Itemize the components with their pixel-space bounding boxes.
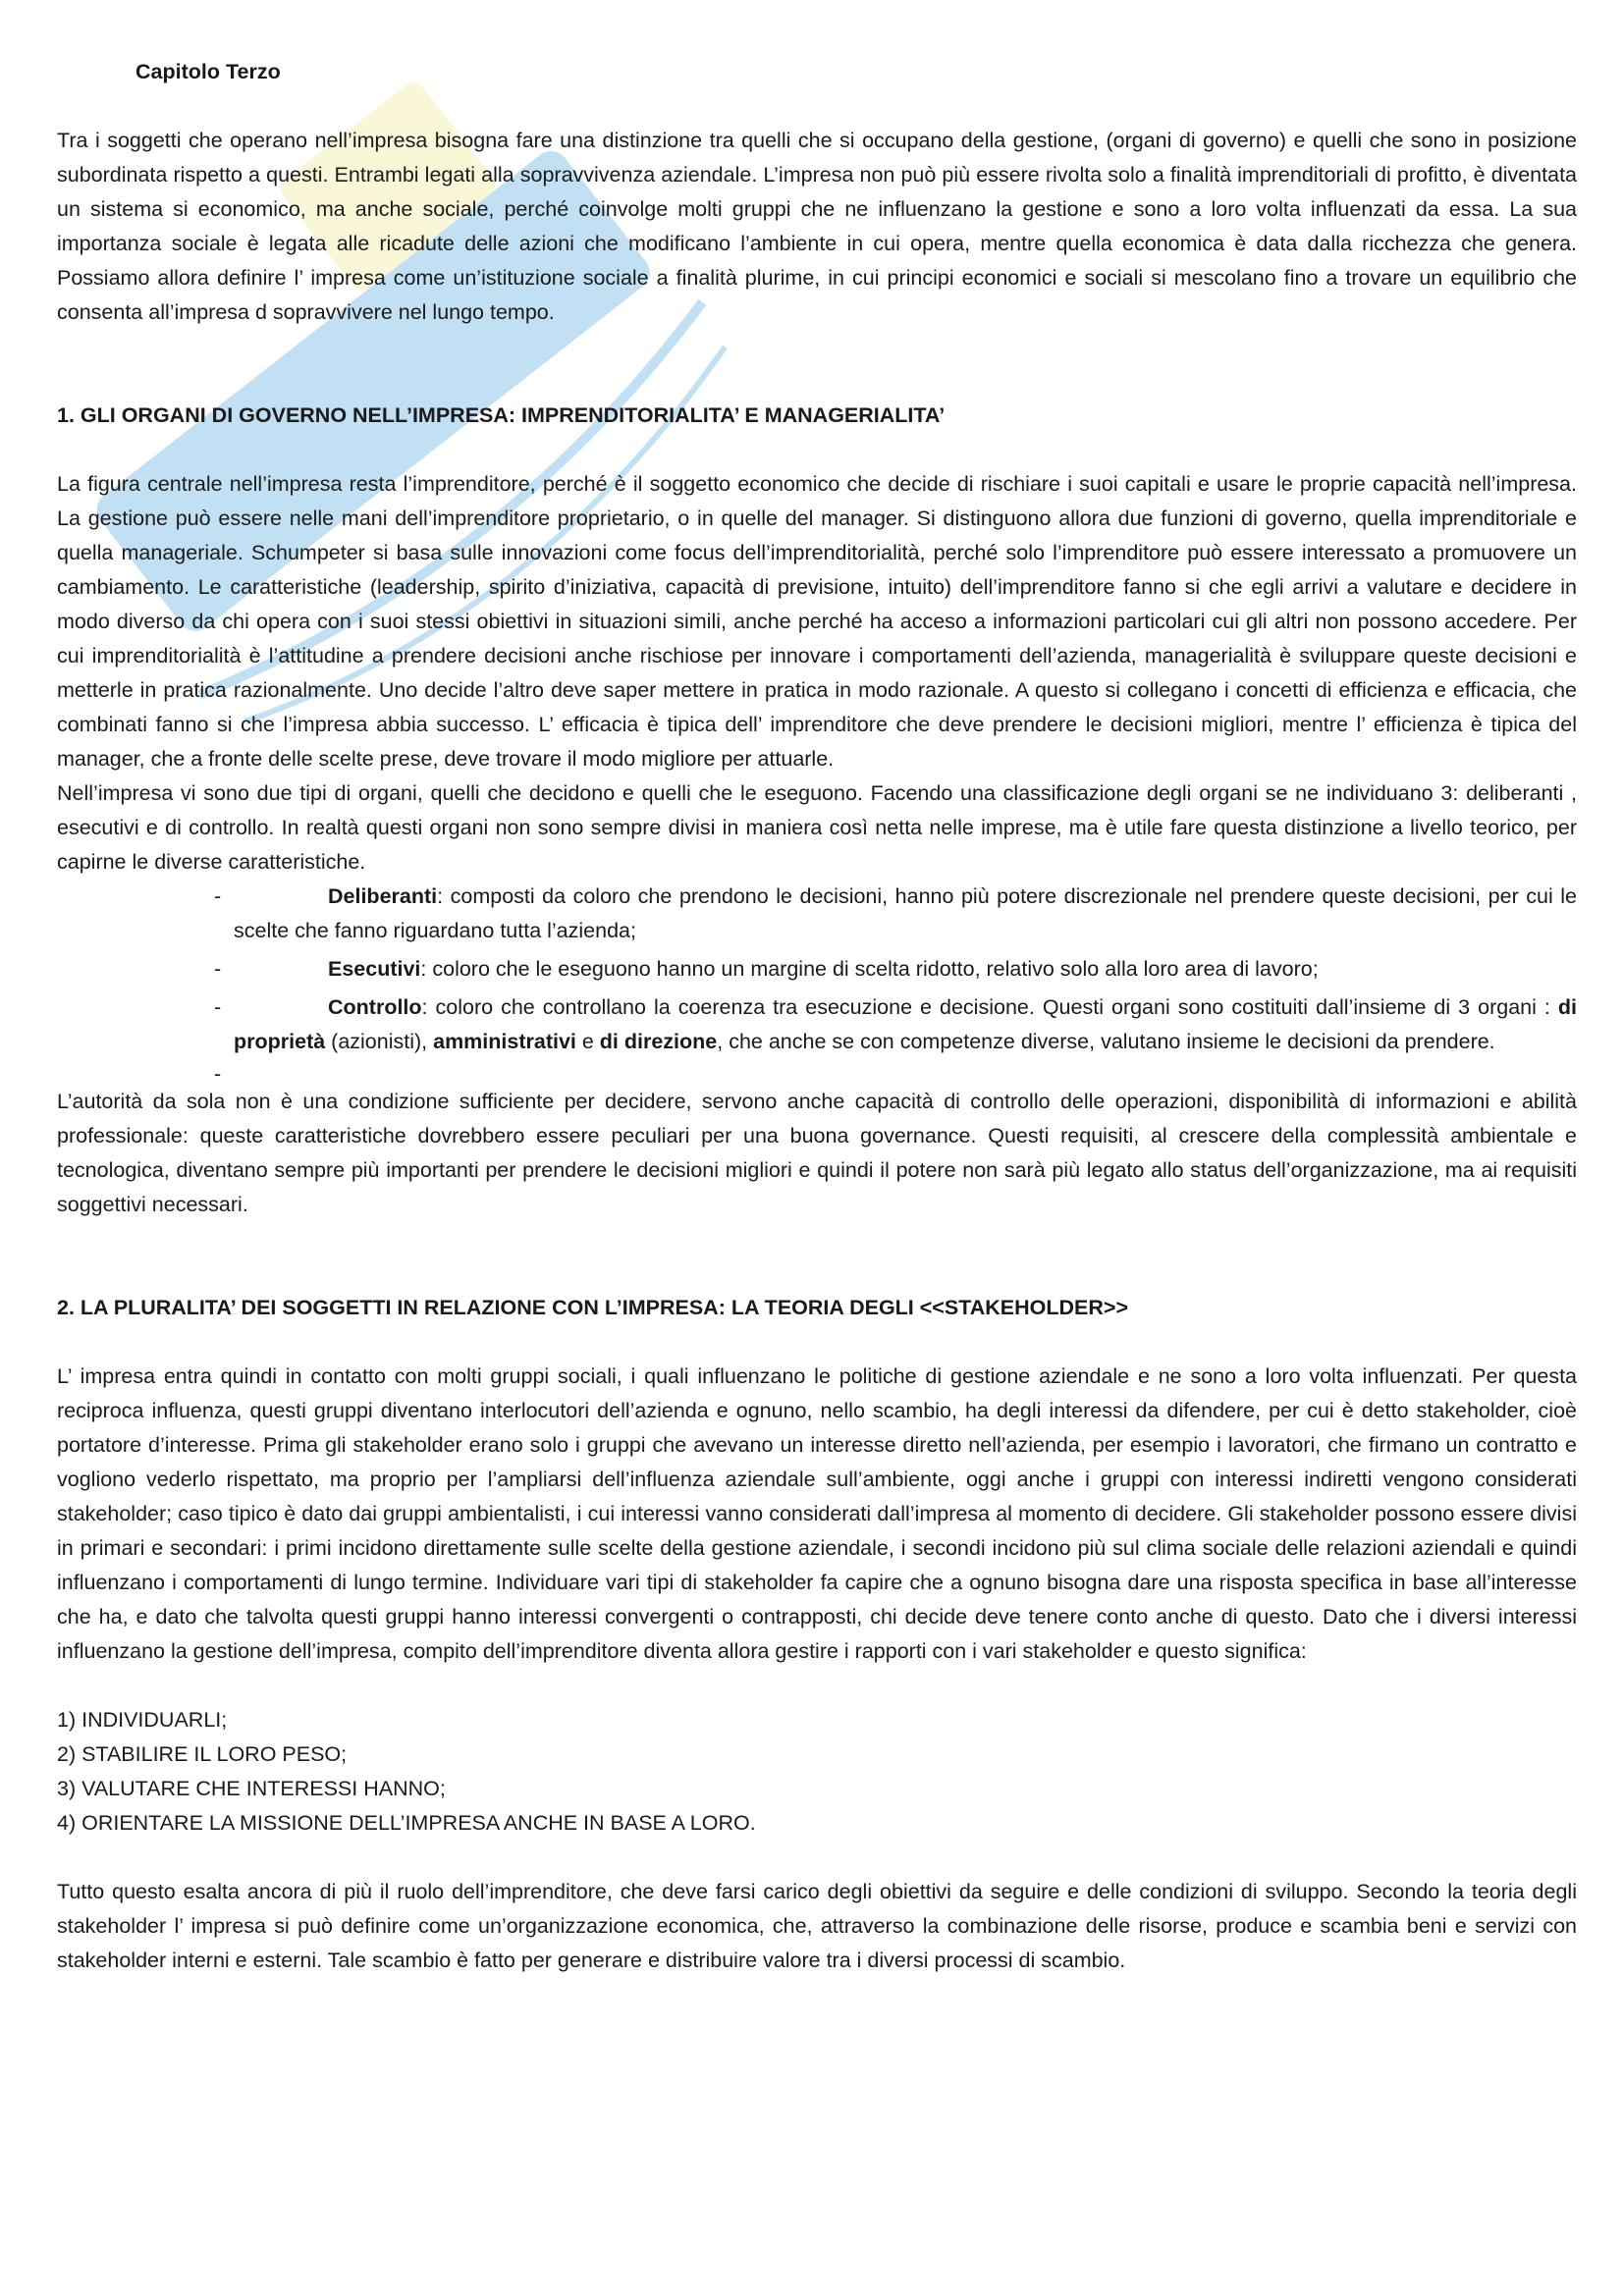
text-deliberanti: : composti da coloro che prendono le decisioni, hanno più potere discrezionale nel prendere queste decisioni, per cui le scelte che fanno riguardano tutta l’azienda; xyxy=(234,884,1577,942)
section-1-paragraph-3: L’autorità da sola non è una condizione sufficiente per decidere, servono anche capacità di controllo delle operazioni, disponibilità di informazioni e abilità professionale: queste caratteristiche dovrebbero essere peculiari per una buona governance. Questi requisiti, al crescere della complessità ambientale e tecnologica, diventano sempre più importanti per prendere le decisioni migliori e quindi il potere non sarà più legato allo status dell’organizzazione, ma ai requisiti soggettivi necessari. xyxy=(57,1090,1577,1216)
text-controllo-a: : coloro che controllano la coerenza tra esecuzione e decisione. Questi organi sono costituiti dall’insieme di 3 organi : xyxy=(421,995,1558,1019)
section-2-paragraph-2: Tutto questo esalta ancora di più il ruolo dell’imprenditore, che deve farsi carico degli obiettivi da seguire e delle condizioni di sviluppo. Secondo la teoria degli stakeholder l’ impresa si può definire come un’organizzazione economica, che, attraverso la combinazione delle risorse, produce e scambia beni e servizi con stakeholder interni e esterni. Tale scambio è fatto per generare e distribuire valore tra i diversi processi di scambio. xyxy=(57,1880,1577,1972)
text-controllo-b: (azionisti), xyxy=(325,1030,434,1053)
list-dash: - xyxy=(214,884,222,908)
section-1-title: 1. GLI ORGANI DI GOVERNO NELL’IMPRESA: IMPRENDITORIALITA’ E MANAGERIALITA’ xyxy=(57,403,946,427)
trailing-dash: - xyxy=(214,1062,222,1086)
label-deliberanti: Deliberanti xyxy=(328,884,438,908)
list-item-deliberanti xyxy=(214,880,1577,948)
list-item: 4) ORIENTARE LA MISSIONE DELL’IMPRESA ANCHE IN BASE A LORO. xyxy=(57,1811,756,1835)
chapter-title: Capitolo Terzo xyxy=(135,60,281,83)
text-controllo-d: , che anche se con competenze diverse, valutano insieme le decisioni da prendere. xyxy=(717,1030,1495,1053)
bold-amministrativi: amministrativi xyxy=(433,1030,576,1053)
text-esecutivi: : coloro che le eseguono hanno un margine di scelta ridotto, relativo solo alla loro area di lavoro; xyxy=(420,957,1319,981)
list-dash: - xyxy=(214,957,222,981)
list-item: 1) INDIVIDUARLI; xyxy=(57,1708,228,1732)
list-item-esecutivi xyxy=(214,952,1577,987)
organs-list xyxy=(57,880,1577,1059)
section-2-paragraph-1: L’ impresa entra quindi in contatto con molti gruppi sociali, i quali influenzano le politiche di gestione aziendale e ne sono a loro volta influenzati. Per questa reciproca influenza, questi gruppi diventano interlocutori dell’azienda e ognuno, nello scambio, ha degli interessi da difendere, per cui è detto stakeholder, cioè portatore d’interesse. Prima gli stakeholder erano solo i gruppi che avevano un interesse diretto nell’azienda, per esempio i lavoratori, che firmano un contratto e vogliono vederlo rispettato, ma proprio per l’ampliarsi dell’influenza aziendale sull’ambiente, oggi anche i gruppi con interessi indiretti vengono considerati stakeholder; caso tipico è dato dai gruppi ambientalisti, i cui interessi vanno considerati dall’impresa al momento di decidere. Gli stakeholder possono essere divisi in primari e secondari: i primi incidono direttamente sulle scelte della gestione aziendale, i secondi incidono più sul clima sociale delle relazioni aziendali e quindi influenzano i comportamenti di lungo termine. Individuare vari tipi di stakeholder fa capire che a ognuno bisogna dare una risposta specifica in base all’interesse che ha, e dato che talvolta questi gruppi hanno interessi convergenti o contrapposti, chi decide deve tenere conto anche di questo. Dato che i diversi interessi influenzano la gestione dell’impresa, compito dell’imprenditore diventa allora gestire i rapporti con i vari stakeholder e questo significa: xyxy=(57,1364,1577,1663)
section-1-paragraph-2: Nell’impresa vi sono due tipi di organi, quelli che decidono e quelli che le eseguono. Facendo una classificazione degli organi se ne individuano 3: deliberanti , esecutivi e di controllo. In realtà questi organi non sono sempre divisi in maniera così netta nelle imprese, ma è utile fare questa distinzione a livello teorico, per capirne le diverse caratteristiche. xyxy=(57,781,1577,874)
list-item: 3) VALUTARE CHE INTERESSI HANNO; xyxy=(57,1777,446,1800)
document-page xyxy=(57,55,1577,1978)
list-item: 2) STABILIRE IL LORO PESO; xyxy=(57,1742,348,1766)
list-dash: - xyxy=(214,995,222,1019)
bold-di-proprieta: di proprietà xyxy=(234,995,1577,1053)
intro-paragraph: Tra i soggetti che operano nell’impresa bisogna fare una distinzione tra quelli che si occupano della gestione, (organi di governo) e quelli che sono in posizione subordinata rispetto a questi. Entrambi legati alla sopravvivenza aziendale. L’impresa non può più essere rivolta solo a finalità imprenditoriali di profitto, è diventata un sistema si economico, ma anche sociale, perché coinvolge molti gruppi che ne influenzano la gestione e sono a loro volta influenzati da essa. La sua importanza sociale è legata alle ricadute delle azioni che modificano l’ambiente in cui opera, mentre quella economica è data dalla ricchezza che genera. Possiamo allora definire l’ impresa come un’istituzione sociale a finalità plurime, in cui principi economici e sociali si mescolano fino a trovare un equilibrio che consenta all’impresa d sopravvivere nel lungo tempo. xyxy=(57,129,1577,324)
bold-di-direzione: di direzione xyxy=(599,1030,718,1053)
label-controllo: Controllo xyxy=(328,995,422,1019)
section-1-paragraph-1: La figura centrale nell’impresa resta l’imprenditore, perché è il soggetto economico che decide di rischiare i suoi capitali e usare le proprie capacità nell’impresa. La gestione può essere nelle mani dell’imprenditore proprietario, o in quelle del manager. Si distinguono allora due funzioni di governo, quella imprenditoriale e quella manageriale. Schumpeter si basa sulle innovazioni come focus dell’imprenditorialità, perché solo l’imprenditore può essere interessato a promuovere un cambiamento. Le caratteristiche (leadership, spirito d’iniziativa, capacità di previsione, intuito) dell’imprenditore fanno si che egli arrivi a valutare e decidere in modo diverso da chi opera con i suoi stessi obiettivi in situazioni simili, anche perché ha acceso a informazioni particolari cui gli altri non possono accedere. Per cui imprenditorialità è l’attitudine a prendere decisioni anche rischiose per innovare i comportamenti dell’azienda, managerialità è sviluppare queste decisioni e metterle in pratica razionalmente. Uno decide l’altro deve saper mettere in pratica in modo razionale. A questo si collegano i concetti di efficienza e efficacia, che combinati fanno si che l’impresa abbia successo. L’ efficacia è tipica dell’ imprenditore che deve prendere le decisioni migliori, mentre l’ efficienza è tipica del manager, che a fronte delle scelte prese, deve trovare il modo migliore per attuarle. xyxy=(57,472,1577,771)
section-2-title: 2. LA PLURALITA’ DEI SOGGETTI IN RELAZIONE CON L’IMPRESA: LA TEORIA DEGLI <<STAKEHOLDER>> xyxy=(57,1296,1129,1319)
label-esecutivi: Esecutivi xyxy=(328,957,421,981)
text-controllo-c: e xyxy=(575,1030,600,1053)
stakeholder-steps-list xyxy=(57,1703,1577,1841)
list-item-controllo xyxy=(214,990,1577,1059)
